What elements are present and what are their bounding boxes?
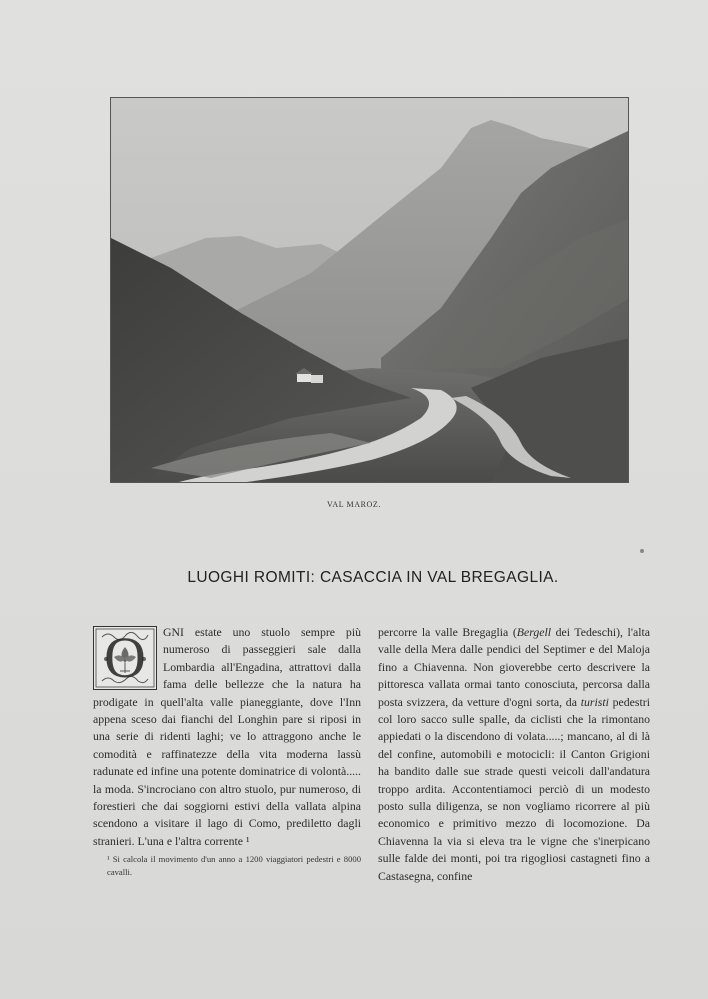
ornamental-initial	[93, 626, 157, 690]
print-speck	[640, 549, 644, 553]
photo-caption: VAL MAROZ.	[326, 500, 381, 509]
right-column-text	[378, 624, 650, 885]
right-column	[378, 624, 650, 885]
footnote	[93, 853, 361, 878]
footnote-text: ¹ Si calcola il movimento d'un anno a 1200 viaggiatori pedestri e 8000 cavalli.	[107, 854, 361, 877]
mountain-valley-image	[111, 98, 629, 483]
italic-term: Bergell	[516, 625, 552, 639]
dropcap-letter: O	[104, 625, 146, 690]
text-segment: dei Tedeschi), l'alta valle della Mera dalle pendici del Septimer e del Maloja fino a Chiavenna. Non gioverebbe certo descrivere la pittoresca vallata ormai tanto conosciuta, percorsa dalla posta svizzera, da vetture d'ogni sorta, da	[378, 625, 650, 709]
text-segment: percorre la valle Bregaglia (	[378, 625, 517, 639]
left-column	[93, 624, 361, 850]
article-title: LUOGHI ROMITI: CASACCIA IN VAL BREGAGLIA.	[187, 569, 559, 586]
left-column-text: GNI estate uno stuolo sempre più numeroso di passeggieri sale dalla Lombardia all'Engadina, attrattovi dalla fama delle bellezze che la natura ha prodigate in quell'alta valle pianeggiante, dove l'Inn appena sceso dai fianchi del Longhin pare si riposi in una serie di ridenti laghi; ve lo attraggono anche le comodità e raffinatezze della vita moderna lassù radunate ed infine una potente dominatrice di volontà..... la moda. S'incrociano con altro stuolo, pur numeroso, di forestieri che dai soggiorni estivi della vallata alpina scendono a visitare il lago di Como, prediletto dagli stranieri. L'una e l'altra corrente ¹	[93, 625, 361, 848]
italic-term: turisti	[580, 694, 609, 709]
text-segment: pedestri col loro sacco sulle spalle, da ciclisti che la rimontano appiedati o la discendono di volata.....; mancano, al di là del confine, automobili e motocicli: il Canton Grigioni ha bandito dalle sue strade questi veicoli dall'andatura troppo ardita. Accontentiamoci perciò di un modesto posto sulla diligenza, se non vogliamo ricorrere al più economico e primitivo mezzo di locomozione. Da Chiavenna la via si eleva tra le vigne che s'inerpicano sulle falde dei monti, poi tra rigogliosi castagneti fino a Castasegna, confine	[378, 694, 650, 883]
landscape-photo	[110, 97, 629, 483]
